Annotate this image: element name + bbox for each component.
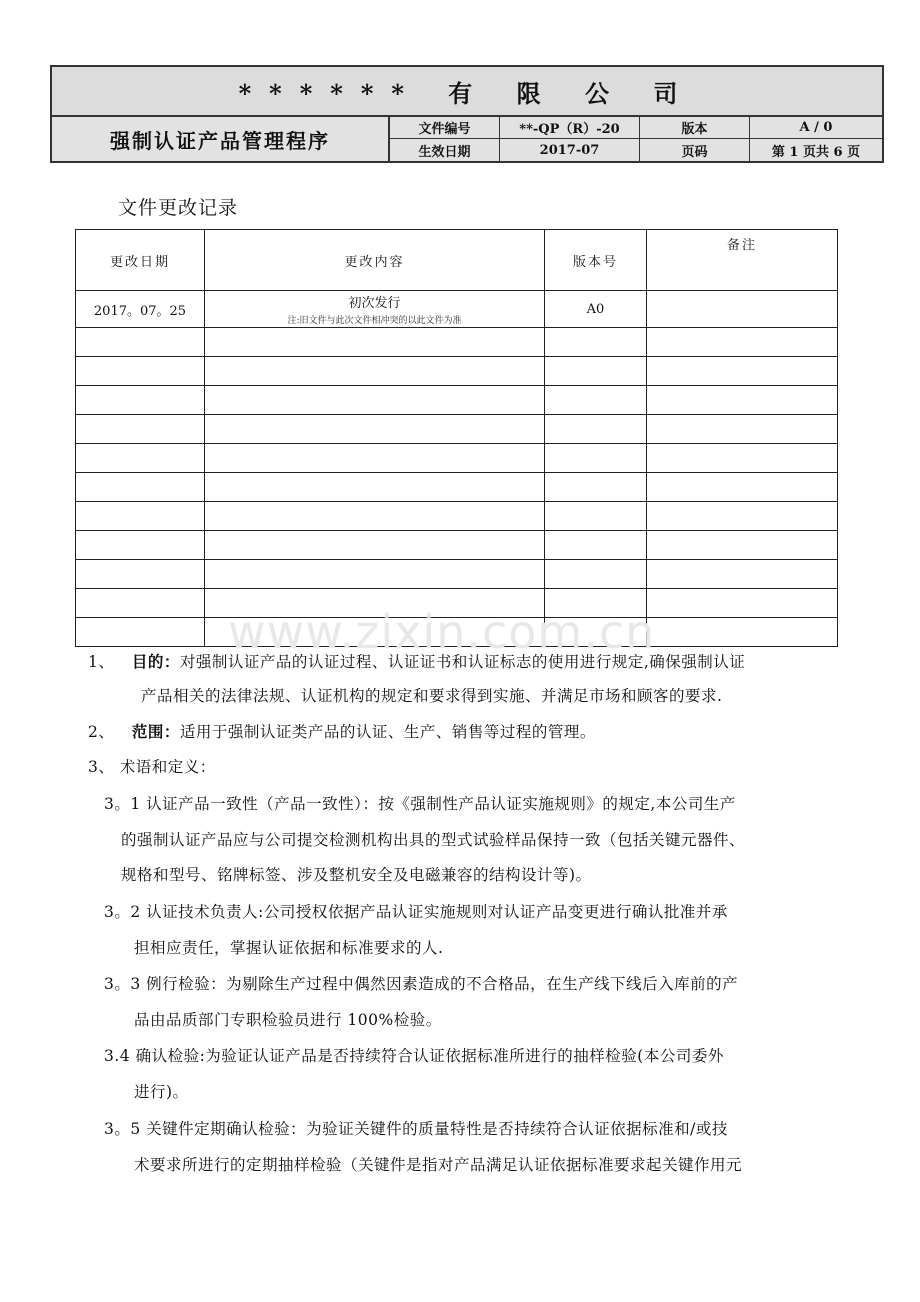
empty-cell (545, 444, 647, 473)
empty-cell (205, 444, 545, 473)
section-3-5-line-1: 3。5 关键件定期确认检验：为验证关键件的质量特性是否持续符合认证依据标准和/或技 (104, 1120, 728, 1138)
doc-no-value: **-QP（R）-20 (500, 117, 640, 139)
empty-cell (647, 386, 838, 415)
empty-cell (647, 531, 838, 560)
empty-cell (205, 328, 545, 357)
empty-cell (647, 502, 838, 531)
column-header-content: 更改内容 (205, 230, 545, 291)
empty-cell (647, 357, 838, 386)
empty-cell (545, 328, 647, 357)
watermark-text: www.zixin.com.cn (228, 605, 656, 659)
empty-cell (76, 415, 205, 444)
table-row (76, 560, 838, 589)
empty-cell (647, 560, 838, 589)
empty-cell (76, 473, 205, 502)
table-row (76, 386, 838, 415)
section-3-1-line-1: 3。1 认证产品一致性（产品一致性）：按《强制性产品认证实施规则》的规定,本公司生产 (104, 795, 736, 813)
change-record-table (75, 229, 838, 647)
company-name: ****** 有 限 公 司 (52, 67, 882, 117)
section-3-2-line-2: 担相应责任，掌握认证依据和标准要求的人. (134, 939, 444, 957)
content-note: 注:旧文件与此次文件相冲突的以此文件为准 (287, 316, 462, 326)
empty-cell (76, 618, 205, 647)
empty-cell (647, 415, 838, 444)
version-value: A / 0 (750, 117, 882, 139)
document-title: 强制认证产品管理程序 (52, 117, 390, 161)
table-row (76, 357, 838, 386)
empty-cell (647, 328, 838, 357)
empty-cell (205, 415, 545, 444)
section-3-1-line-3: 规格和型号、铭牌标签、涉及整机安全及电磁兼容的结构设计等)。 (121, 866, 592, 884)
document-header (50, 65, 884, 163)
table-row (76, 502, 838, 531)
empty-cell (545, 502, 647, 531)
empty-cell (76, 328, 205, 357)
section-3-1-line-2: 的强制认证产品应与公司提交检测机构出具的型式试验样品保持一致（包括关键元器件、 (121, 831, 746, 849)
empty-cell (76, 560, 205, 589)
section-2 (88, 717, 596, 747)
section-3-4-line-2: 进行)。 (134, 1083, 189, 1101)
column-header-date: 更改日期 (76, 230, 205, 291)
empty-cell (76, 589, 205, 618)
section-3-4-line-1: 3.4 确认检验:为验证认证产品是否持续符合认证依据标准所进行的抽样检验(本公司委外 (104, 1047, 724, 1065)
empty-cell (545, 473, 647, 502)
empty-cell (76, 444, 205, 473)
section-1-line-2: 产品相关的法律法规、认证机构的规定和要求得到实施、并满足市场和顾客的要求. (141, 687, 723, 705)
section-1-line-1 (88, 647, 745, 677)
cell-content (205, 291, 545, 328)
empty-cell (205, 386, 545, 415)
content-text: 初次发行 (348, 296, 401, 311)
empty-cell (205, 560, 545, 589)
page-value: 第 1 页共 6 页 (771, 144, 861, 160)
empty-cell (205, 473, 545, 502)
section-1-text: 对强制认证产品的认证过程、认证证书和认证标志的使用进行规定,确保强制认证 (179, 653, 746, 671)
section-2-label: 范围： (131, 722, 180, 741)
header-meta-grid (390, 117, 882, 161)
section-3-3-line-2: 品由品质部门专职检验员进行 100%检验。 (134, 1011, 442, 1029)
table-row (76, 473, 838, 502)
column-header-version: 版本号 (545, 230, 647, 291)
empty-cell (545, 415, 647, 444)
page-label: 页码 (640, 139, 750, 161)
empty-cell (647, 618, 838, 647)
empty-cell (545, 357, 647, 386)
empty-cell (205, 531, 545, 560)
empty-cell (545, 531, 647, 560)
change-record-title: 文件更改记录 (118, 197, 239, 219)
table-header-row (76, 230, 838, 291)
header-info-row (52, 117, 882, 161)
empty-cell (545, 386, 647, 415)
section-2-number: 2、 (88, 723, 115, 741)
empty-cell (76, 531, 205, 560)
column-header-remark: 备注 (647, 230, 838, 291)
effective-date-label: 生效日期 (390, 139, 500, 161)
empty-cell (647, 444, 838, 473)
table-row (76, 444, 838, 473)
section-3-heading: 3、 术语和定义： (88, 758, 216, 776)
version-label: 版本 (640, 117, 750, 139)
doc-no-label: 文件编号 (390, 117, 500, 139)
section-3-3-line-1: 3。3 例行检验：为剔除生产过程中偶然因素造成的不合格品，在生产线下线后入库前的产 (104, 975, 739, 993)
table-row (76, 415, 838, 444)
section-2-text: 适用于强制认证类产品的认证、生产、销售等过程的管理。 (179, 723, 596, 741)
empty-cell (545, 560, 647, 589)
table-row (76, 291, 838, 328)
section-1-number: 1、 (88, 653, 115, 671)
empty-cell (647, 589, 838, 618)
cell-remark (647, 291, 838, 328)
empty-cell (76, 386, 205, 415)
effective-date-value: 2017-07 (500, 139, 640, 161)
empty-cell (647, 473, 838, 502)
empty-cell (76, 502, 205, 531)
table-row (76, 328, 838, 357)
table-row (76, 531, 838, 560)
cell-date: 2017。07。25 (76, 291, 205, 328)
section-3-5-line-2: 术要求所进行的定期抽样检验（关键件是指对产品满足认证依据标准要求起关键作用元 (134, 1156, 743, 1174)
section-1-label: 目的： (131, 652, 180, 671)
section-3-2-line-1: 3。2 认证技术负责人:公司授权依据产品认证实施规则对认证产品变更进行确认批准并承 (104, 903, 728, 921)
empty-cell (205, 357, 545, 386)
cell-version: A0 (545, 291, 647, 328)
empty-cell (76, 357, 205, 386)
empty-cell (205, 502, 545, 531)
